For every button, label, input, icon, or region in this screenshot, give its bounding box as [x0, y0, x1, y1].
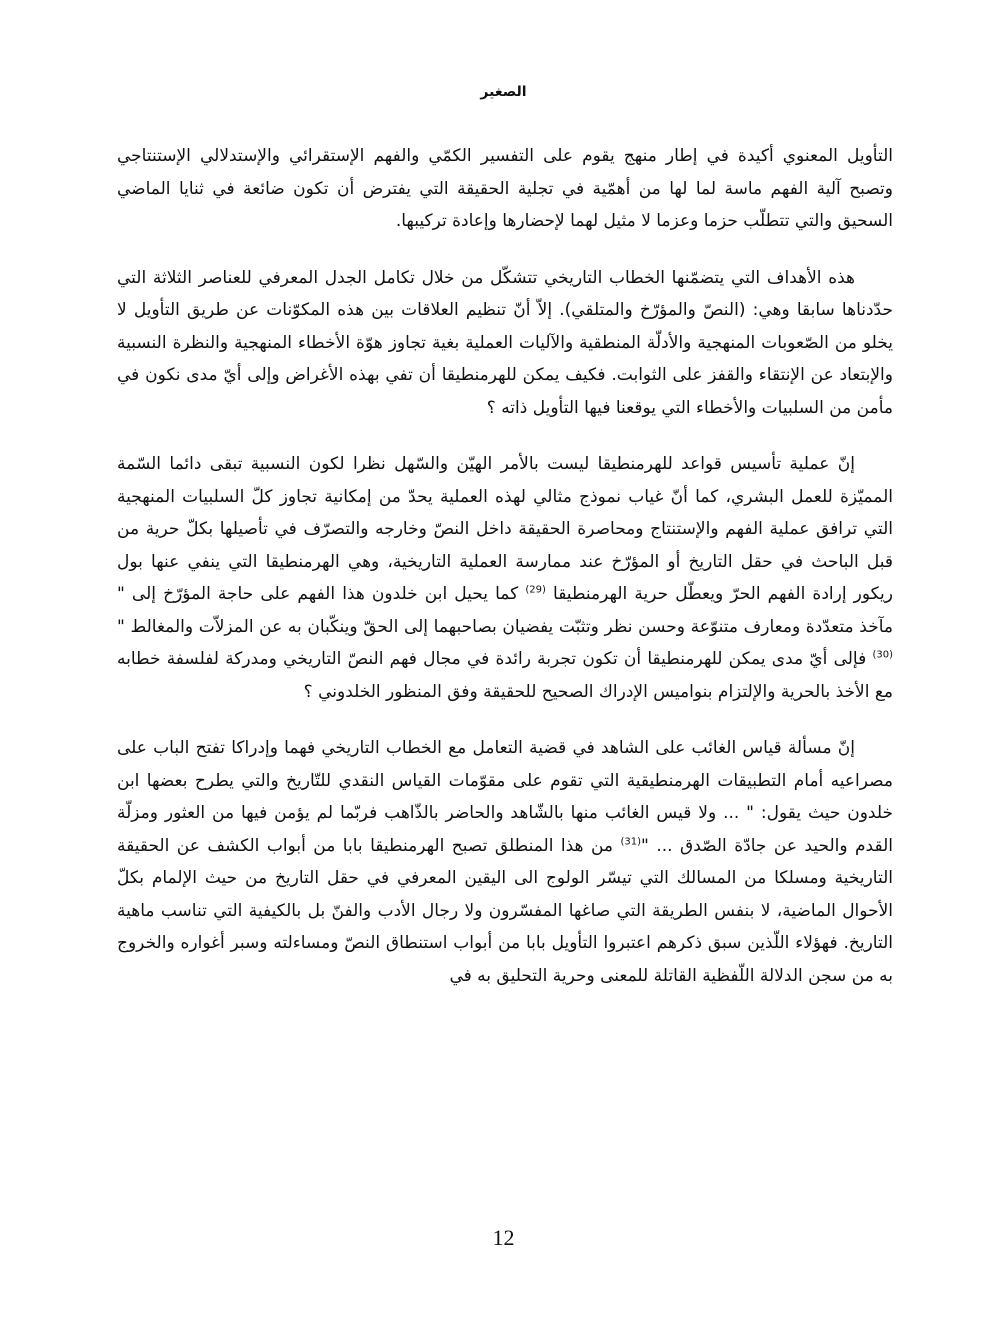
- paragraph-3-part-2: كما يحيل ابن خلدون هذا الفهم على حاجة المؤرّخ إلى " مآخذ متعدّدة ومعارف متنوّعة وحسن نظر وتثبّت يفضيان بصاحبهما إلى الحقّ وينكّبان به عن المزلاّت والمغالط ": [117, 584, 893, 637]
- body-text: [117, 140, 893, 1016]
- paragraph-3-part-3: فإلى أيّ مدى يمكن للهرمنطيقا أن تكون تجربة رائدة في مجال فهم النصّ التاريخي ومدركة لفلسفة خطابه مع الأخذ بالحرية والإلتزام بنواميس الإدراك الصحيح للحقيقة وفق المنظور الخلدوني ؟: [117, 649, 893, 702]
- paragraph-1: التأويل المعنوي أكيدة في إطار منهج يقوم على التفسير الكمّي والفهم الإستقرائي والإستدلالي الإستنتاجي وتصبح آلية الفهم ماسة لما لها من أهمّية في تجلية الحقيقة التي يفترض أن تكون ضائعة في ثنايا الماضي السحيق والتي تتطلّب حزما وعزما لا مثيل لهما لإحضارها وإعادة تركيبها.: [117, 146, 893, 231]
- page-number: 12: [492, 1225, 515, 1250]
- paragraph-4-part-1: إنّ مسألة قياس الغائب على الشاهد في قضية التعامل مع الخطاب التاريخي فهما وإدراكا تفتح الباب على مصراعيه أمام التطبيقات الهرمنطيقية التي تقوم على مقوّمات القياس النقدي للتّاريخ والتي يطرح بعضها ابن خلدون حيث يقول: " ... ولا قيس الغائب منها بالشّاهد والحاضر بالذّاهب فربّما لم يؤمن فيها من العثور ومزلّة القدم والحيد عن جادّة الصّدق ... ": [117, 738, 893, 856]
- footnote-ref-29: (29): [525, 584, 546, 596]
- paragraph-3-part-1: إنّ عملية تأسيس قواعد للهرمنطيقا ليست بالأمر الهيّن والسّهل نظرا لكون النسبية تبقى دائما السّمة المميّزة للعمل البشري، كما أنّ غياب نموذج مثالي لهذه العملية يحدّ من إمكانية تجاوز كلّ السلبيات المنهجية التي ترافق عملية الفهم والإستنتاج ومحاصرة الحقيقة داخل النصّ وخارجه والتصرّف في تأصيلها بكلّ حرية من قبل الباحث في حقل التاريخ أو المؤرّخ عند ممارسة العملية التاريخية، وهي الهرمنطيقا التي ينفي عنها بول ريكور إرادة الفهم الحرّ ويعطّل حرية الهرمنطيقا: [117, 454, 893, 604]
- paragraph-4-part-2: من هذا المنطلق تصبح الهرمنطيقا بابا من أبواب الكشف عن الحقيقة التاريخية ومسلكا من المسالك التي تيسّر الولوج الى اليقين المعرفي في حقل التاريخ من حيث الإلمام بكلّ الأحوال الماضية، لا بنفس الطريقة التي صاغها المفسّرون ولا رجال الأدب والفنّ بل بالكيفية التي تناسب ماهية التاريخ. فهؤلاء اللّذين سبق ذكرهم اعتبروا التأويل بابا من أبواب استنطاق النصّ ومساءلته وسبر أغواره والخروج به من سجن الدلالة اللّفظية القاتلة للمعنى وحرية التحليق به في: [117, 835, 893, 986]
- footnote-ref-31: (31): [620, 835, 642, 847]
- paragraph-3: [117, 448, 893, 708]
- footnote-ref-30: (30): [872, 649, 893, 661]
- paragraph-2: هذه الأهداف التي يتضمّنها الخطاب التاريخي تتشكّل من خلال تكامل الجدل المعرفي للعناصر الثلاثة التي حدّدناها سابقا وهي: (النصّ والمؤرّخ والمتلقي). إلاّ أنّ تنظيم العلاقات بين هذه المكوّنات عن طريق التأويل لا يخلو من الصّعوبات المنهجية والأدلّة المنطقية والآليات العملية بغية تجاوز هوّة الأخطاء المنهجية والنظرة النسبية والإبتعاد عن الإنتقاء والقفز على الثوابت. فكيف يمكن للهرمنطيقا أن تفي بهذه الأغراض وإلى أيّ مدى نكون في مأمن من السلبيات والأخطاء التي يوقعنا فيها التأويل ذاته ؟: [117, 267, 893, 418]
- running-header: الصغير: [480, 84, 527, 100]
- paragraph-4: [117, 732, 893, 992]
